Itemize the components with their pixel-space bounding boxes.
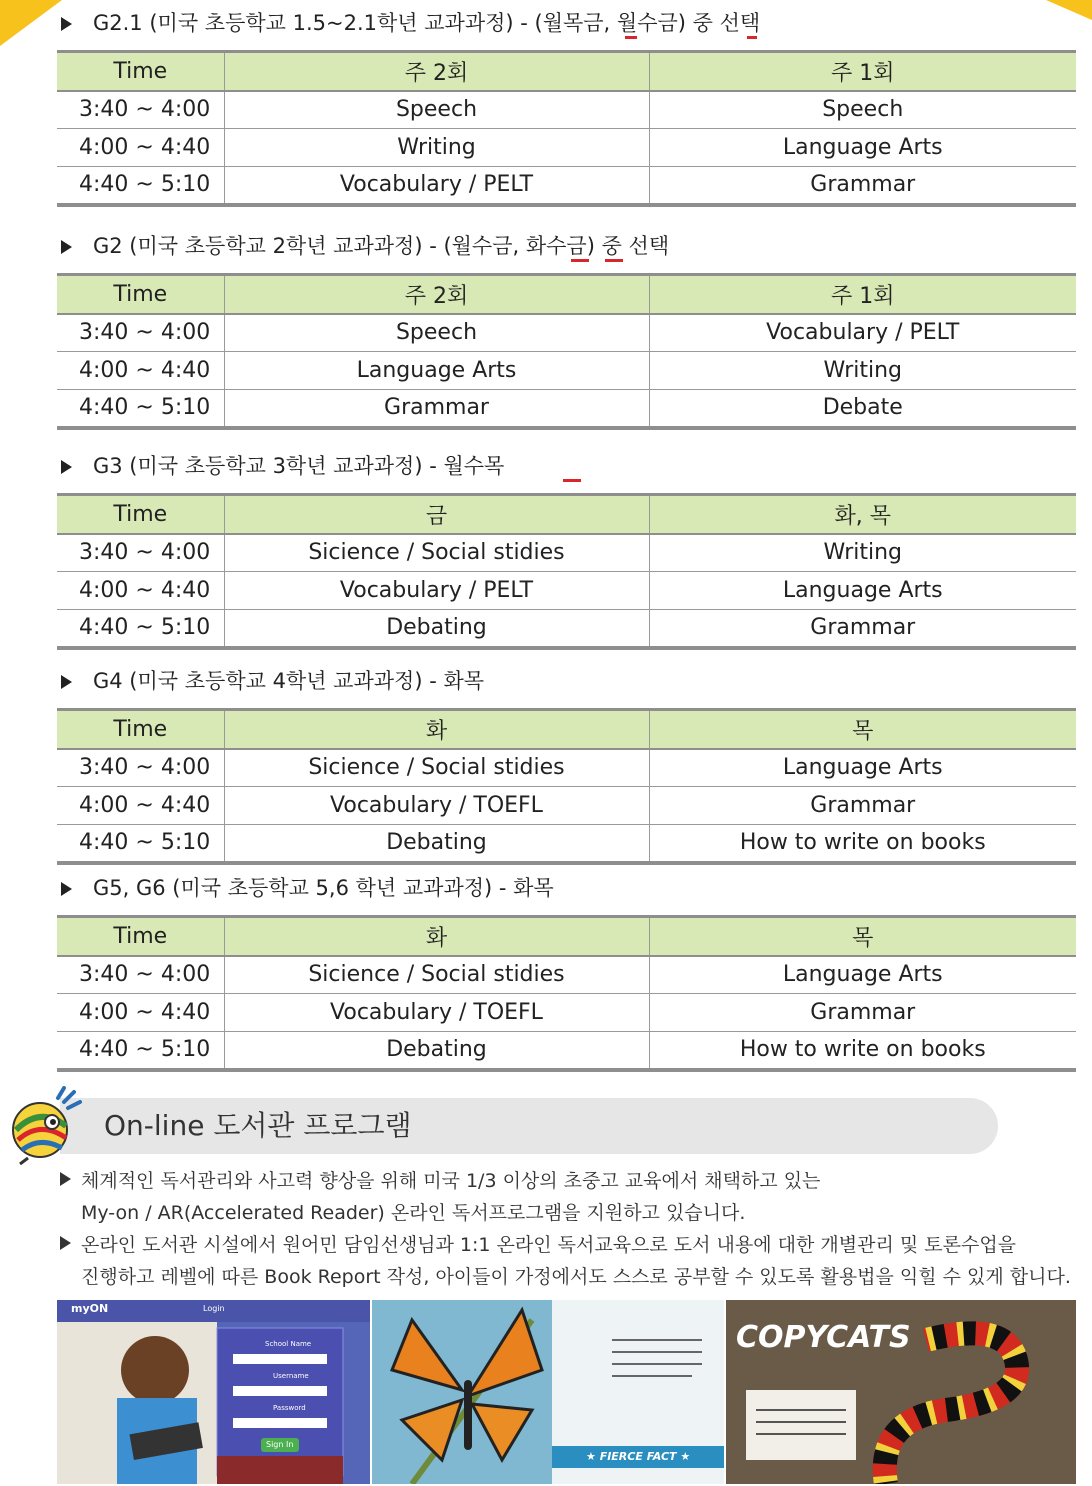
table-row — [57, 167, 1076, 205]
school-name-label: School Name — [265, 1340, 312, 1348]
subject-cell: Speech — [224, 91, 649, 129]
table-header-row — [57, 52, 1076, 91]
column-header: 화, 목 — [649, 495, 1076, 534]
column-header: 주 1회 — [649, 275, 1076, 314]
subject-cell: Language Arts — [649, 749, 1076, 787]
section-title — [57, 451, 1076, 481]
schedule-table — [57, 493, 1076, 650]
fierce-fact-label: ★ FIERCE FACT ★ — [586, 1450, 691, 1463]
section-title-text: G4 (미국 초등학교 4학년 교과과정) - 화목 — [93, 669, 485, 693]
table-header-row — [57, 275, 1076, 314]
table-row — [57, 956, 1076, 994]
myon-illustration — [57, 1300, 370, 1484]
table-row — [57, 572, 1076, 610]
login-label: Login — [203, 1304, 225, 1313]
section-title — [57, 873, 1076, 903]
online-description-2b: 진행하고 레벨에 따른 Book Report 작성, 아이들이 가정에서도 스스로 공부할 수 있도록 활용법을 익힐 수 있게 합니다. — [81, 1266, 1071, 1288]
bullet-triangle-icon — [61, 882, 72, 896]
column-header: Time — [57, 917, 224, 956]
column-header: Time — [57, 52, 224, 91]
section-title-text: G3 (미국 초등학교 3학년 교과과정) - 월수목 — [93, 454, 505, 478]
column-header: 주 2회 — [224, 275, 649, 314]
time-cell: 4:40 ~ 5:10 — [57, 167, 224, 205]
table-row — [57, 314, 1076, 352]
column-header: 주 1회 — [649, 52, 1076, 91]
bullet-triangle-icon — [61, 240, 72, 254]
column-header: 금 — [224, 495, 649, 534]
butterfly-photo — [372, 1300, 724, 1484]
schedule-table — [57, 708, 1076, 865]
section-title — [57, 666, 1076, 696]
time-cell: 3:40 ~ 4:00 — [57, 956, 224, 994]
section-title — [57, 231, 1076, 261]
table-header-row — [57, 917, 1076, 956]
subject-cell: Debating — [224, 1032, 649, 1070]
table-row — [57, 749, 1076, 787]
subject-cell: Grammar — [649, 994, 1076, 1032]
table-row — [57, 91, 1076, 129]
time-cell: 4:40 ~ 5:10 — [57, 825, 224, 863]
desc-text: 체계적인 독서관리와 사고력 향상을 위해 미국 1/3 이상의 초중고 교육에서 채택하고 있는 — [81, 1170, 821, 1192]
time-cell: 3:40 ~ 4:00 — [57, 749, 224, 787]
subject-cell: Language Arts — [649, 572, 1076, 610]
subject-cell: Writing — [224, 129, 649, 167]
time-cell: 4:00 ~ 4:40 — [57, 787, 224, 825]
table-row — [57, 787, 1076, 825]
photo-strip — [57, 1300, 1076, 1484]
subject-cell: Grammar — [649, 787, 1076, 825]
schedule-section — [57, 451, 1076, 650]
subject-cell: Sicience / Social stidies — [224, 749, 649, 787]
time-cell: 3:40 ~ 4:00 — [57, 91, 224, 129]
bullet-triangle-icon — [60, 1236, 71, 1250]
subject-cell: How to write on books — [649, 825, 1076, 863]
schedule-section — [57, 231, 1076, 430]
subject-cell: How to write on books — [649, 1032, 1076, 1070]
bullet-triangle-icon — [61, 675, 72, 689]
parrot-logo-icon — [6, 1086, 86, 1166]
red-underline-mark — [605, 259, 623, 262]
password-label: Password — [273, 1404, 306, 1412]
subject-cell: Writing — [649, 534, 1076, 572]
schedule-section — [57, 873, 1076, 1072]
subject-cell: Debate — [649, 390, 1076, 428]
time-cell: 4:40 ~ 5:10 — [57, 1032, 224, 1070]
username-label: Username — [273, 1372, 309, 1380]
table-header-row — [57, 710, 1076, 749]
table-row — [57, 129, 1076, 167]
subject-cell: Vocabulary / PELT — [224, 167, 649, 205]
online-library-title: On-line 도서관 프로그램 — [104, 1109, 412, 1142]
table-row — [57, 994, 1076, 1032]
bullet-triangle-icon — [61, 17, 72, 31]
copycats-snake-photo — [726, 1300, 1076, 1484]
desc-text: 온라인 도서관 시설에서 원어민 담임선생님과 1:1 온라인 독서교육으로 도서 내용에 대한 개별관리 및 토론수업을 — [81, 1234, 1017, 1256]
online-description-2 — [60, 1230, 1016, 1260]
copycats-title: COPYCATS — [736, 1320, 911, 1355]
table-row — [57, 534, 1076, 572]
table-row — [57, 1032, 1076, 1070]
time-cell: 4:40 ~ 5:10 — [57, 390, 224, 428]
table-row — [57, 610, 1076, 648]
subject-cell: Grammar — [649, 167, 1076, 205]
time-cell: 4:40 ~ 5:10 — [57, 610, 224, 648]
subject-cell: Vocabulary / PELT — [224, 572, 649, 610]
online-description-1b: My-on / AR(Accelerated Reader) 온라인 독서프로그램을 지원하고 있습니다. — [81, 1202, 746, 1224]
subject-cell: Grammar — [649, 610, 1076, 648]
red-underline-mark — [747, 36, 757, 39]
column-header: 화 — [224, 917, 649, 956]
column-header: 화 — [224, 710, 649, 749]
section-title-text: G2.1 (미국 초등학교 1.5~2.1학년 교과과정) - (월목금, 월수금) 중 선택 — [93, 11, 761, 35]
subject-cell: Debating — [224, 825, 649, 863]
subject-cell: Speech — [224, 314, 649, 352]
subject-cell: Language Arts — [649, 129, 1076, 167]
time-cell: 3:40 ~ 4:00 — [57, 534, 224, 572]
subject-cell: Language Arts — [649, 956, 1076, 994]
schedule-table — [57, 273, 1076, 430]
subject-cell: Writing — [649, 352, 1076, 390]
corner-decoration — [0, 0, 62, 46]
subject-cell: Language Arts — [224, 352, 649, 390]
table-row — [57, 352, 1076, 390]
red-underline-mark — [571, 259, 589, 262]
time-cell: 3:40 ~ 4:00 — [57, 314, 224, 352]
myon-logo: myON — [71, 1302, 109, 1315]
column-header: 목 — [649, 710, 1076, 749]
subject-cell: Speech — [649, 91, 1076, 129]
bullet-triangle-icon — [61, 460, 72, 474]
subject-cell: Sicience / Social stidies — [224, 956, 649, 994]
subject-cell: Sicience / Social stidies — [224, 534, 649, 572]
column-header: 목 — [649, 917, 1076, 956]
section-title — [57, 8, 1076, 38]
schedule-table — [57, 50, 1076, 207]
section-title-text: G2 (미국 초등학교 2학년 교과과정) - (월수금, 화수금) 중 선택 — [93, 234, 670, 258]
subject-cell: Vocabulary / TOEFL — [224, 994, 649, 1032]
myon-login-photo — [57, 1300, 370, 1484]
schedule-section — [57, 8, 1076, 207]
time-cell: 4:00 ~ 4:40 — [57, 352, 224, 390]
table-row — [57, 390, 1076, 428]
subject-cell: Grammar — [224, 390, 649, 428]
subject-cell: Vocabulary / PELT — [649, 314, 1076, 352]
subject-cell: Vocabulary / TOEFL — [224, 787, 649, 825]
section-title-text: G5, G6 (미국 초등학교 5,6 학년 교과과정) - 화목 — [93, 876, 554, 900]
red-underline-mark — [563, 479, 581, 482]
bullet-triangle-icon — [60, 1172, 71, 1186]
schedule-section — [57, 666, 1076, 865]
time-cell: 4:00 ~ 4:40 — [57, 572, 224, 610]
column-header: Time — [57, 275, 224, 314]
column-header: Time — [57, 710, 224, 749]
time-cell: 4:00 ~ 4:40 — [57, 994, 224, 1032]
online-description-1 — [60, 1166, 820, 1196]
sign-in-button: Sign In — [266, 1440, 294, 1449]
red-underline-mark — [625, 36, 637, 39]
time-cell: 4:00 ~ 4:40 — [57, 129, 224, 167]
subject-cell: Debating — [224, 610, 649, 648]
column-header: Time — [57, 495, 224, 534]
table-header-row — [57, 495, 1076, 534]
schedule-table — [57, 915, 1076, 1072]
table-row — [57, 825, 1076, 863]
column-header: 주 2회 — [224, 52, 649, 91]
